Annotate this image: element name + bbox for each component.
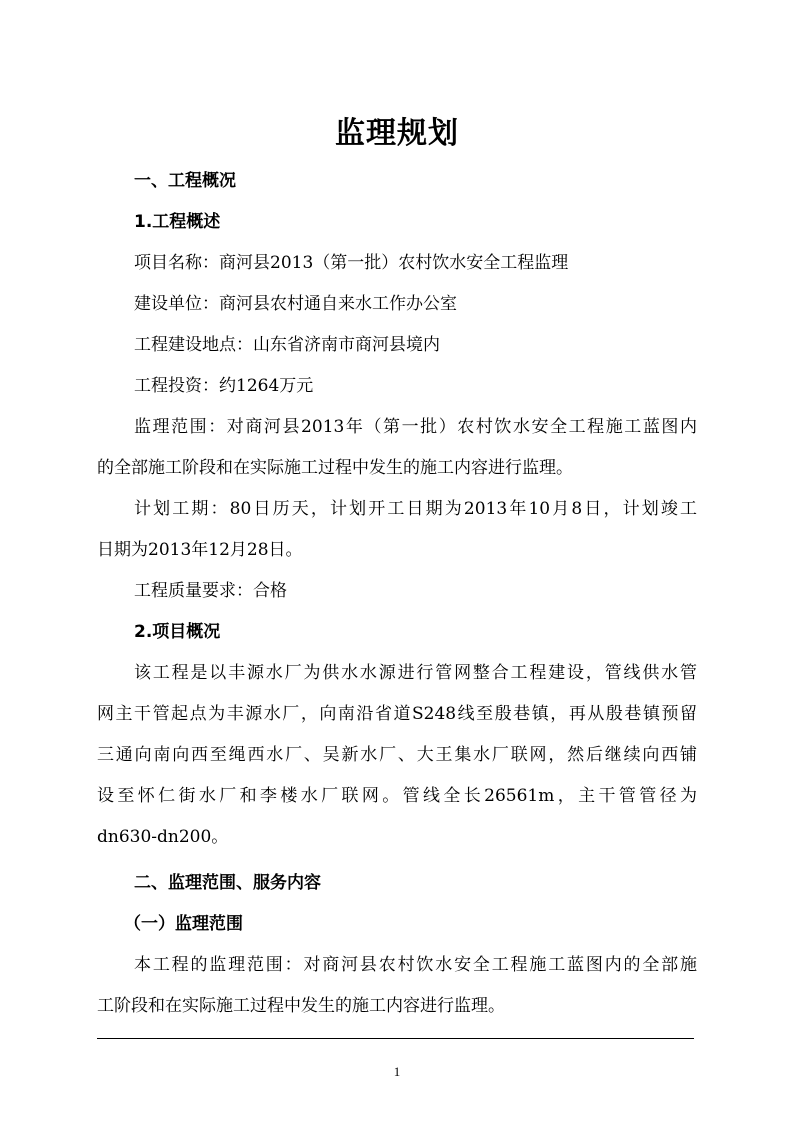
project-paragraph-line: 设至怀仁街水厂和李楼水厂联网。管线全长26561m，主干管管径为 [97, 786, 697, 806]
quality-requirement: 工程质量要求：合格 [134, 581, 287, 601]
footer-divider [97, 1038, 694, 1039]
scope-paragraph-line: 监理范围：对商河县2013年（第一批）农村饮水安全工程施工蓝图内 [134, 417, 697, 437]
project-paragraph-line: 网主干管起点为丰源水厂，向南沿省道S248线至殷巷镇，再从殷巷镇预留 [97, 704, 697, 724]
project-location: 工程建设地点：山东省济南市商河县境内 [134, 335, 440, 355]
document-title: 监理规划 [335, 116, 459, 151]
section-heading-overview: 一、工程概况 [134, 171, 236, 191]
owner-unit: 建设单位：商河县农村通自来水工作办公室 [134, 294, 457, 314]
schedule-paragraph-line: 日期为2013年12月28日。 [97, 540, 303, 560]
page-number: 1 [393, 1064, 401, 1079]
scope-paragraph-line: 的全部施工阶段和在实际施工过程中发生的施工内容进行监理。 [97, 458, 573, 478]
subsection-heading-scope: （一）监理范围 [124, 914, 243, 934]
project-investment: 工程投资：约1264万元 [134, 376, 314, 396]
section-heading-scope: 二、监理范围、服务内容 [134, 873, 321, 893]
scope2-paragraph-line: 工阶段和在实际施工过程中发生的施工内容进行监理。 [97, 996, 505, 1016]
project-paragraph-line: dn630-dn200。 [97, 827, 229, 847]
project-name: 项目名称：商河县2013（第一批）农村饮水安全工程监理 [134, 253, 569, 273]
schedule-paragraph-line: 计划工期：80日历天，计划开工日期为2013年10月8日，计划竣工 [134, 499, 697, 519]
project-paragraph-line: 三通向南向西至绳西水厂、吴新水厂、大王集水厂联网，然后继续向西铺 [97, 745, 697, 765]
project-paragraph-line: 该工程是以丰源水厂为供水水源进行管网整合工程建设，管线供水管 [134, 663, 697, 683]
subsection-heading-project: 2.项目概况 [134, 622, 221, 642]
scope2-paragraph-line: 本工程的监理范围：对商河县农村饮水安全工程施工蓝图内的全部施 [134, 955, 697, 975]
subsection-heading-summary: 1.工程概述 [134, 212, 221, 232]
